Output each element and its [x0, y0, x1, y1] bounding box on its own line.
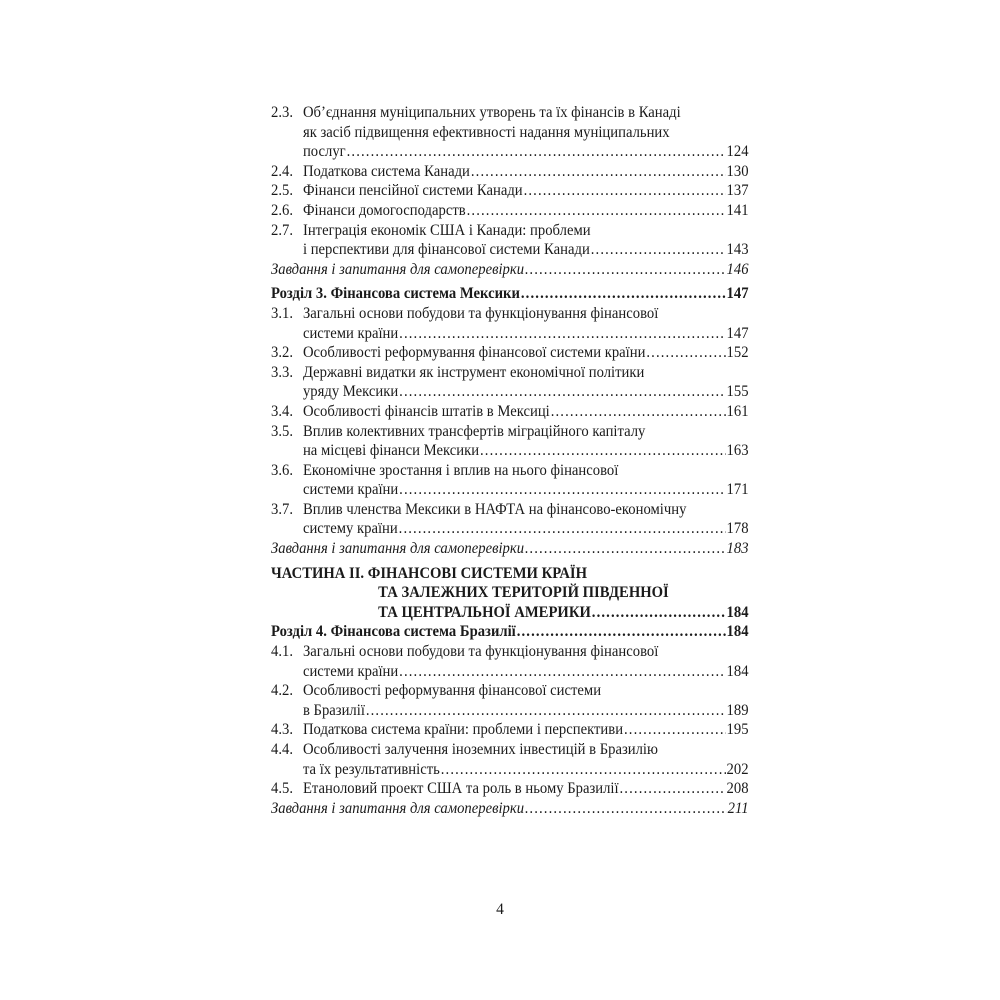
page-ref: 189	[726, 701, 749, 719]
page-ref: 183	[726, 540, 749, 558]
dot-leader	[366, 701, 726, 721]
section-number: 3.5.	[271, 422, 293, 440]
dot-leader	[620, 779, 726, 799]
page-ref: 163	[726, 442, 749, 460]
page-ref: 152	[726, 344, 749, 362]
section-number: 4.1.	[271, 643, 293, 661]
page-ref: 141	[726, 201, 749, 219]
dot-leader	[467, 201, 726, 221]
toc-chapter-4	[271, 622, 749, 642]
page-ref: 211	[727, 799, 749, 817]
section-number: 2.5.	[271, 182, 293, 200]
toc-entry-2-3	[271, 103, 749, 162]
dot-leader	[524, 181, 726, 201]
toc-entry-2-7	[271, 221, 749, 260]
toc-entry-3-2	[271, 343, 749, 363]
entry-title-line: Економічне зростання і вплив на нього фінансової	[302, 461, 619, 479]
entry-title: Особливості фінансів штатів в Мексиці	[302, 402, 550, 420]
page-ref: 184	[726, 603, 749, 621]
dot-leader	[480, 441, 726, 461]
dot-leader	[525, 799, 727, 819]
table-of-contents	[271, 103, 749, 818]
entry-title-line: Об’єднання муніципальних утворень та їх фінансів в Канаді	[302, 104, 681, 121]
entry-title-line: системи країни	[302, 481, 399, 499]
dot-leader	[471, 162, 726, 182]
entry-title: Фінанси домогосподарств	[302, 201, 466, 219]
section-number: 3.3.	[271, 363, 293, 381]
dot-leader	[525, 260, 726, 280]
toc-entry-review-3	[271, 539, 749, 559]
section-number: 2.3.	[271, 104, 293, 121]
part-title-line: ТА ЗАЛЕЖНИХ ТЕРИТОРІЙ ПІВДЕННОЇ	[378, 584, 669, 602]
entry-title-line: систему країни	[302, 520, 398, 538]
dot-leader	[517, 622, 726, 642]
section-number: 4.2.	[271, 682, 293, 700]
entry-title-line: Загальні основи побудови та функціонування фінансової	[302, 304, 659, 322]
section-number: 4.5.	[271, 780, 293, 798]
toc-entry-3-5	[271, 422, 749, 461]
toc-entry-review-4	[271, 799, 749, 819]
dot-leader	[399, 519, 726, 539]
chapter-title: Розділ 4. Фінансова система Бразилії	[271, 623, 516, 641]
dot-leader	[551, 402, 726, 422]
entry-title: Завдання і запитання для самоперевірки	[271, 540, 525, 558]
toc-entry-3-7	[271, 500, 749, 539]
dot-leader	[399, 324, 725, 344]
toc-entry-2-6	[271, 201, 749, 221]
entry-title: Завдання і запитання для самоперевірки	[271, 260, 525, 278]
section-number: 4.3.	[271, 721, 293, 739]
section-number: 3.6.	[271, 461, 293, 479]
entry-title: Особливості реформування фінансової системи країни	[302, 344, 646, 362]
entry-title-line: уряду Мексики	[302, 383, 399, 401]
page-ref: 130	[726, 162, 749, 180]
entry-title: Фінанси пенсійної системи Канади	[302, 182, 523, 200]
dot-leader	[399, 382, 725, 402]
page-ref: 171	[726, 481, 749, 499]
section-number: 2.4.	[271, 162, 293, 180]
page-ref: 147	[726, 324, 749, 342]
dot-leader	[399, 480, 725, 500]
section-number: 4.4.	[271, 741, 293, 758]
entry-title-line: Особливості залучення іноземних інвестицій в Бразилію	[302, 741, 658, 758]
toc-entry-3-3	[271, 363, 749, 402]
toc-entry-4-1	[271, 642, 749, 681]
entry-title-line: системи країни	[302, 324, 399, 342]
page-ref: 195	[726, 721, 749, 739]
entry-title-line: та їх результативність	[302, 760, 440, 778]
page-ref: 147	[726, 285, 749, 303]
page-ref: 202	[726, 760, 749, 778]
section-number: 2.7.	[271, 221, 293, 239]
page-ref: 184	[726, 662, 749, 680]
toc-entry-3-1	[271, 304, 749, 343]
toc-entry-4-4	[271, 740, 749, 779]
part-title-line: ТА ЦЕНТРАЛЬНОЇ АМЕРИКИ	[378, 603, 591, 621]
section-number: 3.1.	[271, 304, 293, 322]
page-ref: 161	[726, 402, 749, 420]
page-ref: 208	[726, 780, 749, 798]
toc-part-2	[271, 564, 749, 623]
entry-title-line: на місцеві фінанси Мексики	[302, 442, 480, 460]
section-number: 3.2.	[271, 344, 293, 362]
toc-entry-4-3	[271, 720, 749, 740]
toc-entry-review-2	[271, 260, 749, 280]
entry-title-line: Інтеграція економік США і Канади: проблеми	[302, 221, 591, 239]
toc-entry-3-4	[271, 402, 749, 422]
entry-title-line: і перспективи для фінансової системи Канади	[302, 241, 590, 259]
dot-leader	[592, 603, 726, 623]
dot-leader	[624, 720, 726, 740]
page-ref: 124	[726, 143, 749, 161]
entry-title: Податкова система Канади	[302, 162, 470, 180]
page-ref: 143	[726, 241, 749, 259]
entry-title-line: послуг	[302, 143, 346, 161]
toc-entry-2-4	[271, 162, 749, 182]
dot-leader	[399, 662, 725, 682]
dot-leader	[525, 539, 726, 559]
dot-leader	[521, 284, 726, 304]
toc-chapter-3	[271, 284, 749, 304]
entry-title: Етаноловий проект США та роль в ньому Бразилії	[302, 780, 619, 798]
section-number: 3.4.	[271, 402, 293, 420]
toc-entry-4-2	[271, 681, 749, 720]
section-number: 3.7.	[271, 500, 293, 518]
page-number: 4	[496, 901, 504, 918]
dot-leader	[591, 240, 726, 260]
chapter-title: Розділ 3. Фінансова система Мексики	[271, 285, 520, 303]
entry-title-line: Загальні основи побудови та функціонування фінансової	[302, 643, 659, 661]
entry-title-line: Вплив членства Мексики в НАФТА на фінансово-економічну	[302, 500, 687, 518]
entry-title: Податкова система країни: проблеми і перспективи	[302, 721, 624, 739]
entry-title-line: системи країни	[302, 662, 399, 680]
entry-title-line: як засіб підвищення ефективності надання муніципальних	[302, 123, 670, 141]
toc-entry-2-5	[271, 181, 749, 201]
page-ref: 146	[726, 260, 749, 278]
page-ref: 178	[726, 520, 749, 538]
page-ref: 184	[726, 623, 749, 641]
section-number: 2.6.	[271, 201, 293, 219]
part-title-line: ЧАСТИНА ІІ. ФІНАНСОВІ СИСТЕМИ КРАЇН	[271, 564, 588, 582]
dot-leader	[646, 343, 725, 363]
toc-entry-4-5	[271, 779, 749, 799]
page-ref: 137	[726, 182, 749, 200]
dot-leader	[347, 142, 726, 162]
dot-leader	[441, 760, 726, 780]
toc-entry-3-6	[271, 461, 749, 500]
entry-title-line: в Бразилії	[302, 701, 365, 719]
entry-title-line: Вплив колективних трансфертів міграційного капіталу	[302, 422, 646, 440]
entry-title-line: Державні видатки як інструмент економічної політики	[302, 363, 645, 381]
page-ref: 155	[726, 383, 749, 401]
entry-title: Завдання і запитання для самоперевірки	[271, 799, 525, 817]
entry-title-line: Особливості реформування фінансової системи	[302, 682, 602, 700]
